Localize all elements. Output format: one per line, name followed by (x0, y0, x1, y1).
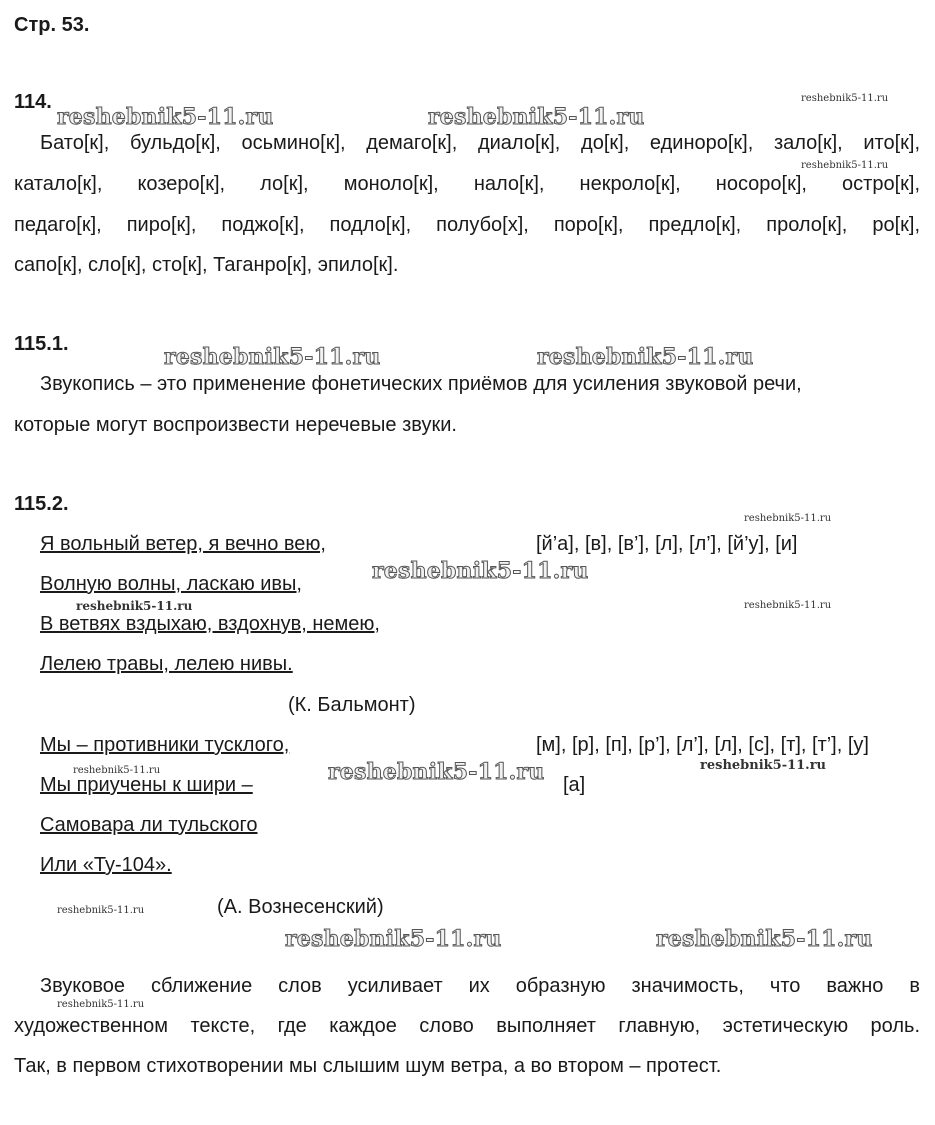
poem-2-line-text: Или «Ту-104». (40, 854, 172, 876)
poem-1-author: (К. Бальмонт) (288, 694, 416, 716)
exercise-115-2-number: 115.2. (14, 493, 69, 515)
watermark-small: reshebnik5-11.ru (76, 599, 193, 613)
poem-2-sounds: [м], [р], [п], [р’], [л’], [л], [с], [т], [т’], [у] (536, 734, 869, 756)
conclusion-line-3: Так, в первом стихотворении мы слышим шум ветра, а во втором – протест. (14, 1055, 722, 1077)
poem-2-sounds-continued: [а] (563, 774, 586, 796)
conclusion-line-1: Звуковое сближение слов усиливает их образную значимость, что важно в (40, 975, 920, 997)
exercise-114-line-3: педаго[к], пиро[к], поджо[к], подло[к], полубо[х], поро[к], предло[к], проло[к], ро[к], (14, 214, 920, 236)
poem-1-line (40, 612, 380, 652)
poem-1-line-text: Я вольный ветер, я вечно вею, (40, 533, 326, 555)
poem-1-line (40, 652, 380, 692)
exercise-114-number: 114. (14, 91, 52, 113)
watermark: reshebnik5-11.ru (164, 344, 381, 370)
poem-1-line-text: Волную волны, ласкаю ивы, (40, 573, 302, 595)
watermark-small: reshebnik5-11.ru (744, 600, 832, 611)
conclusion-line-2: художественном тексте, где каждое слово выполняет главную, эстетическую роль. (14, 1015, 920, 1037)
watermark: reshebnik5-11.ru (656, 926, 873, 952)
exercise-114-line-1: Бато[к], бульдо[к], осьмино[к], демаго[к], диало[к], до[к], единоро[к], зало[к], ито[к], (40, 132, 920, 154)
poem-2-line (40, 853, 289, 893)
page-number: Стр. 53. (14, 14, 90, 36)
poem-2-line (40, 773, 289, 813)
watermark-small: reshebnik5-11.ru (801, 93, 889, 104)
poem-2-line-text: Мы – противники тусклого, (40, 734, 290, 756)
watermark-small: reshebnik5-11.ru (57, 905, 145, 916)
exercise-115-1-line-2: которые могут воспроизвести неречевые звуки. (14, 414, 457, 436)
exercise-115-1-line-1: Звукопись – это применение фонетических приёмов для усиления звуковой речи, (40, 373, 802, 395)
exercise-114-line-4: сапо[к], сло[к], сто[к], Таганро[к], эпило[к]. (14, 254, 399, 276)
poem-2-author: (А. Вознесенский) (217, 896, 384, 918)
poem-1-line-text: В ветвях вздыхаю, вздохнув, немею, (40, 613, 380, 635)
watermark-small: reshebnik5-11.ru (57, 999, 145, 1010)
exercise-114-line-2: катало[к], козеро[к], ло[к], моноло[к], нало[к], некроло[к], носоро[к], остро[к], (14, 173, 920, 195)
poem-2-line-text: Самовара ли тульского (40, 814, 258, 836)
poem-2-line-text: Мы приучены к шири – (40, 774, 253, 796)
watermark: reshebnik5-11.ru (372, 558, 589, 584)
poem-1-line (40, 532, 380, 572)
watermark-small: reshebnik5-11.ru (744, 513, 832, 524)
watermark: reshebnik5-11.ru (285, 926, 502, 952)
watermark: reshebnik5-11.ru (57, 104, 274, 130)
watermark-small: reshebnik5-11.ru (700, 758, 827, 773)
watermark-small: reshebnik5-11.ru (801, 160, 889, 171)
watermark: reshebnik5-11.ru (328, 759, 545, 785)
poem-1-line-text: Лелею травы, лелею нивы. (40, 653, 293, 675)
watermark-small: reshebnik5-11.ru (73, 765, 161, 776)
poem-1-sounds: [й’а], [в], [в’], [л], [л’], [й’у], [и] (536, 533, 798, 555)
watermark: reshebnik5-11.ru (537, 344, 754, 370)
watermark: reshebnik5-11.ru (428, 104, 645, 130)
poem-2 (40, 733, 289, 893)
poem-2-line (40, 813, 289, 853)
exercise-115-1-number: 115.1. (14, 333, 69, 355)
